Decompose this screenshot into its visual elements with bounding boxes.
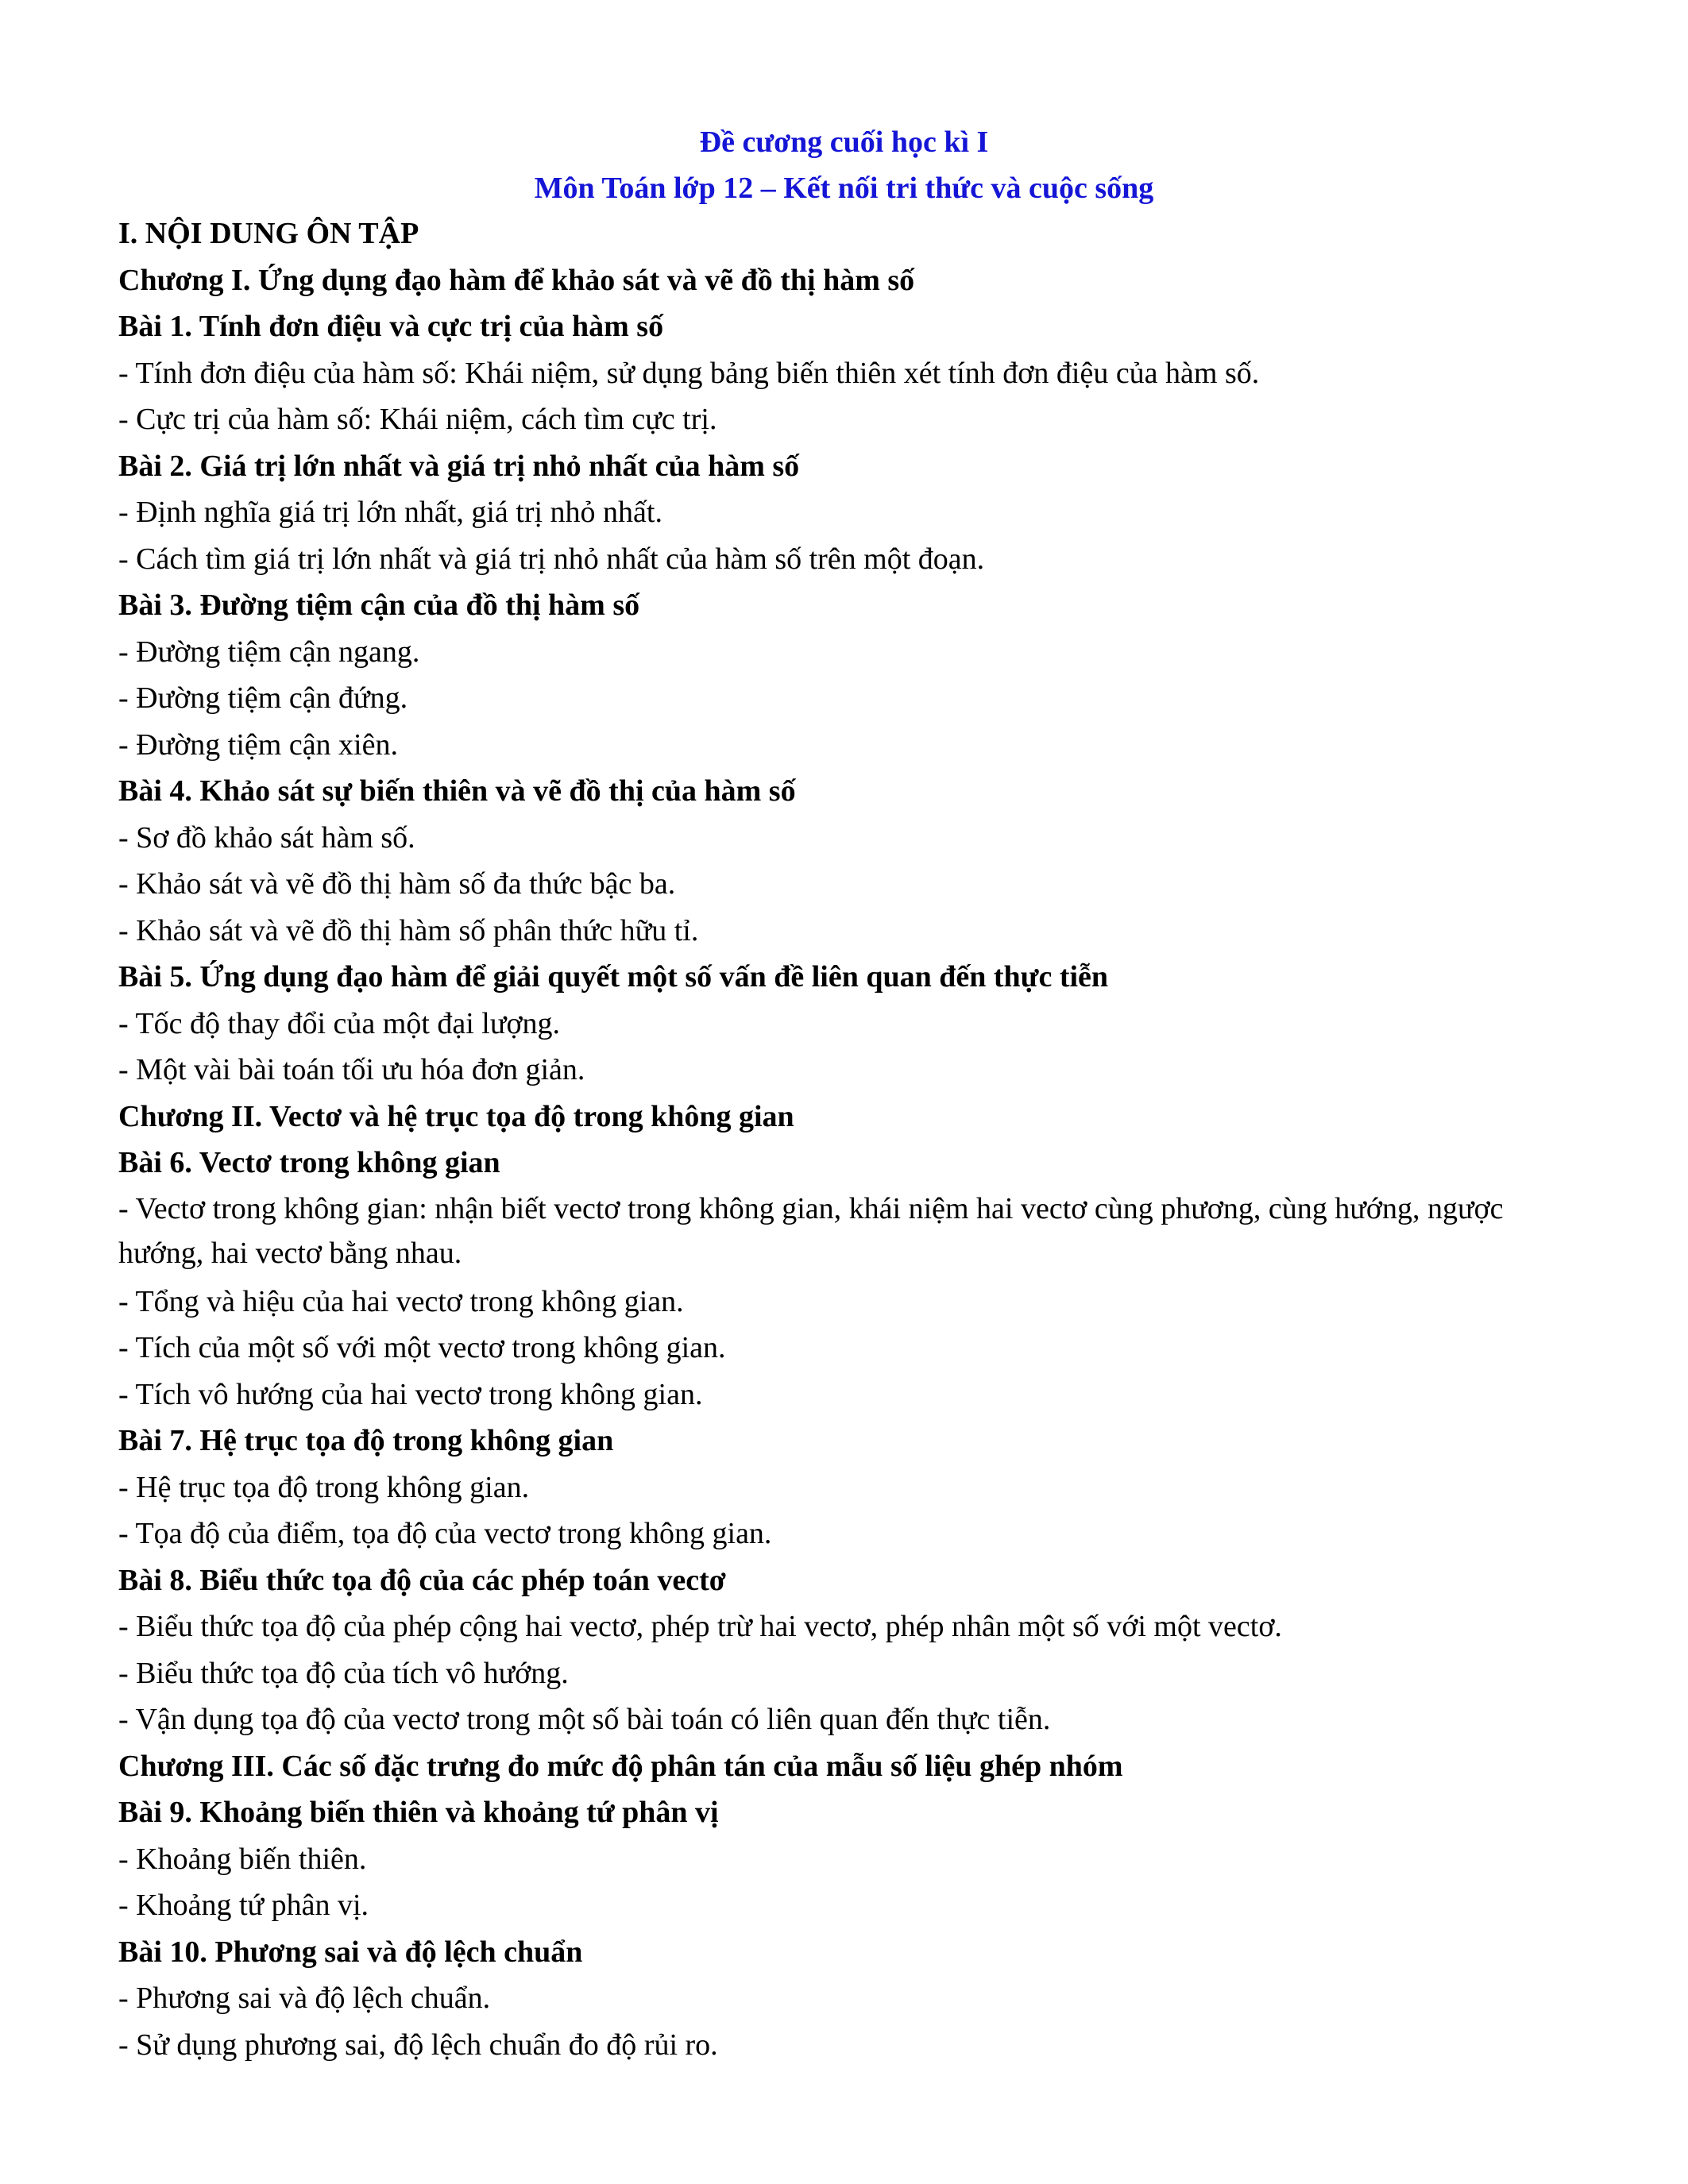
lesson-heading: Bài 5. Ứng dụng đạo hàm để giải quyết một số vấn đề liên quan đến thực tiễn [118, 960, 1109, 994]
lesson-heading: Bài 6. Vectơ trong không gian [118, 1146, 500, 1179]
lesson-heading: Bài 4. Khảo sát sự biến thiên và vẽ đồ thị của hàm số [118, 774, 796, 808]
list-item: - Biểu thức tọa độ của phép cộng hai vectơ, phép trừ hai vectơ, phép nhân một số với một vectơ. [118, 1610, 1282, 1643]
list-item: - Phương sai và độ lệch chuẩn. [118, 1981, 491, 2015]
list-item: - Đường tiệm cận ngang. [118, 635, 420, 669]
lesson-heading: Bài 7. Hệ trục tọa độ trong không gian [118, 1424, 614, 1457]
list-item: - Tốc độ thay đổi của một đại lượng. [118, 1006, 561, 1040]
list-item: - Sơ đồ khảo sát hàm số. [118, 820, 415, 855]
list-item: - Khoảng tứ phân vị. [118, 1889, 369, 1922]
list-item: - Vận dụng tọa độ của vectơ trong một số bài toán có liên quan đến thực tiễn. [118, 1703, 1051, 1736]
lesson-heading: Bài 2. Giá trị lớn nhất và giá trị nhỏ nhất của hàm số [118, 449, 800, 483]
list-item: - Biểu thức tọa độ của tích vô hướng. [118, 1656, 569, 1690]
section-heading: I. NỘI DUNG ÔN TẬP [118, 217, 419, 250]
lesson-heading: Bài 1. Tính đơn điệu và cực trị của hàm số [118, 310, 664, 343]
list-item: - Sử dụng phương sai, độ lệch chuẩn đo độ rủi ro. [118, 2028, 718, 2062]
list-item: - Tích của một số với một vectơ trong không gian. [118, 1331, 726, 1364]
list-item: - Khảo sát và vẽ đồ thị hàm số phân thức hữu tỉ. [118, 913, 699, 947]
lesson-heading: Bài 3. Đường tiệm cận của đồ thị hàm số [118, 588, 640, 622]
list-item: - Định nghĩa giá trị lớn nhất, giá trị nhỏ nhất. [118, 496, 662, 529]
lesson-heading: Bài 10. Phương sai và độ lệch chuẩn [118, 1935, 583, 1969]
list-item: - Một vài bài toán tối ưu hóa đơn giản. [118, 1053, 585, 1086]
title-line-2: Môn Toán lớp 12 – Kết nối tri thức và cuộc sống [534, 172, 1154, 205]
list-item: - Cách tìm giá trị lớn nhất và giá trị nhỏ nhất của hàm số trên một đoạn. [118, 542, 985, 576]
list-item: - Khảo sát và vẽ đồ thị hàm số đa thức bậc ba. [118, 867, 676, 901]
list-item: - Hệ trục tọa độ trong không gian. [118, 1470, 530, 1504]
chapter-heading: Chương II. Vectơ và hệ trục tọa độ trong không gian [118, 1099, 794, 1133]
list-item: - Đường tiệm cận xiên. [118, 727, 398, 762]
lesson-heading: Bài 8. Biểu thức tọa độ của các phép toán vectơ [118, 1563, 726, 1597]
chapter-heading: Chương III. Các số đặc trưng đo mức độ phân tán của mẫu số liệu ghép nhóm [118, 1749, 1123, 1783]
list-item: - Cực trị của hàm số: Khái niệm, cách tìm cực trị. [118, 403, 717, 436]
list-item: - Tích vô hướng của hai vectơ trong không gian. [118, 1377, 703, 1411]
lesson-heading: Bài 9. Khoảng biến thiên và khoảng tứ phân vị [118, 1796, 719, 1829]
document-title [0, 119, 1688, 211]
list-item: - Tính đơn điệu của hàm số: Khái niệm, sử dụng bảng biến thiên xét tính đơn điệu của hàm số. [118, 356, 1260, 390]
chapter-heading: Chương I. Ứng dụng đạo hàm để khảo sát và vẽ đồ thị hàm số [118, 263, 915, 297]
title-line-1: Đề cương cuối học kì I [699, 125, 989, 159]
document-body [118, 210, 1580, 2068]
list-item: - Vectơ trong không gian: nhận biết vectơ trong không gian, khái niệm hai vectơ cùng phương, cùng hướng, ngược hướng, hai vectơ bằng nhau. [118, 1191, 1504, 1270]
list-item: - Khoảng biến thiên. [118, 1842, 367, 1876]
list-item: - Tọa độ của điểm, tọa độ của vectơ trong không gian. [118, 1517, 772, 1550]
list-item: - Tổng và hiệu của hai vectơ trong không gian. [118, 1284, 684, 1318]
list-item: - Đường tiệm cận đứng. [118, 681, 408, 715]
